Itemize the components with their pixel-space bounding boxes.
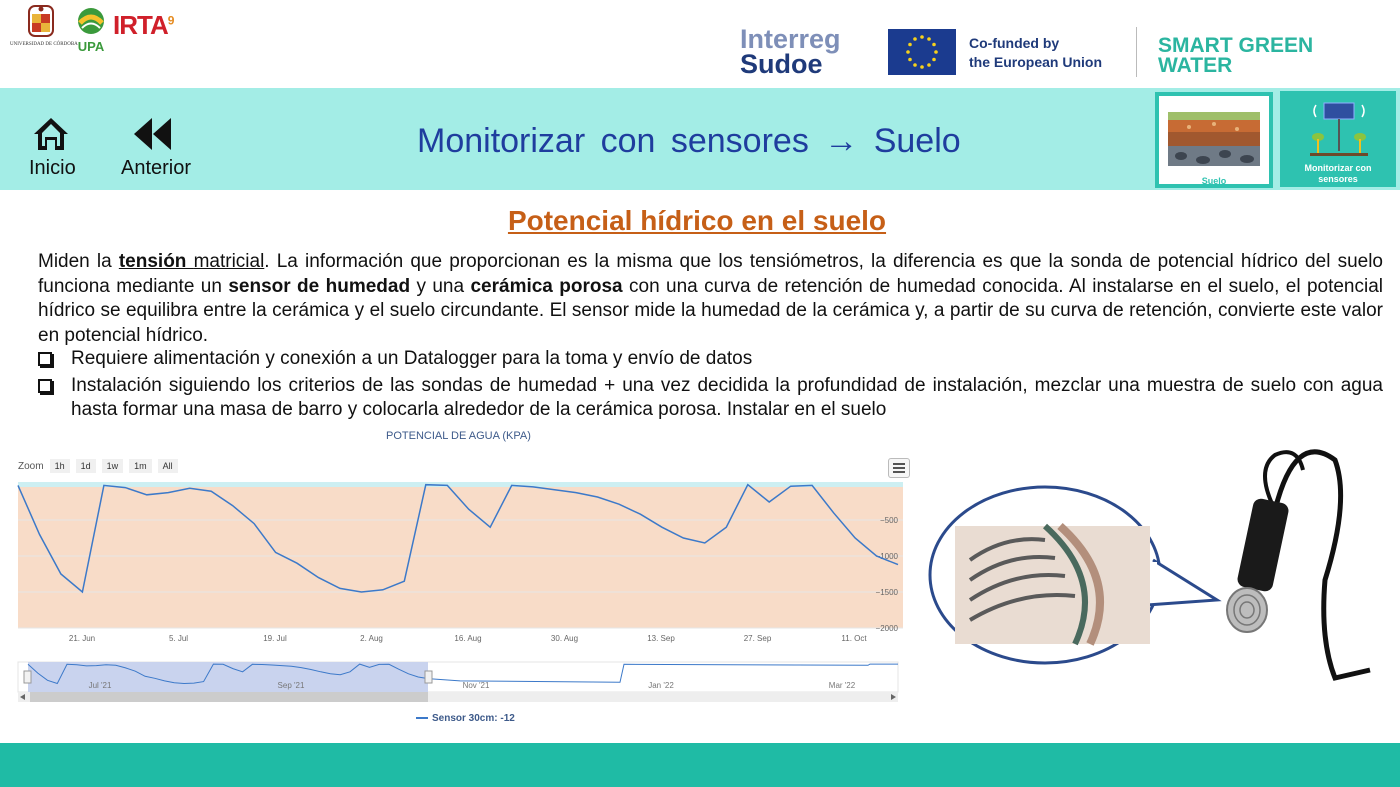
zoom-label: Zoom [18,460,44,472]
sgw-line2: WATER [1158,54,1233,77]
tile-suelo[interactable] [1155,92,1273,188]
sgw-line1: SMART GREEN [1158,34,1314,57]
navigator-handle-left[interactable] [24,671,31,683]
bullet-list [38,347,1383,423]
zoom-1w-button[interactable]: 1w [102,459,124,473]
x-tick-label: 27. Sep [743,634,772,643]
interreg-logo [740,24,841,79]
uco-logo [10,4,78,50]
chart-legend[interactable] [416,713,515,724]
navigator-tick-label: Mar '22 [828,681,856,690]
y-tick-label: −500 [879,516,898,525]
uco-text: UNIVERSIDAD DE CÓRDOBA [10,42,78,47]
bullet-text: Requiere alimentación y conexión a un Datalogger para la toma y envío de datos [71,348,753,369]
x-tick-label: 19. Jul [263,634,287,643]
scrollbar-thumb[interactable] [30,692,428,702]
interreg-line2: Sudoe [740,49,823,79]
para-bold-ceramica: cerámica porosa [470,275,623,297]
x-tick-label: 11. Oct [841,634,867,643]
x-tick-label: 30. Aug [550,634,579,643]
bullet-text: Instalación siguiendo los criterios de las sondas de humedad + una vez decidida la profundidad de instalación, mezclar una muestra de suelo con agua hasta formar una masa de barro y colocarla alrededor de la cerámica porosa. Instalar en el suelo [71,374,1383,420]
navigator-handle-right[interactable] [425,671,432,683]
plot-top-band [18,482,903,487]
eu-flag-icon [888,29,956,75]
sensor-body [1236,497,1290,593]
page-title: Monitorizar con sensores → Suelo [417,122,961,160]
navigator-tick-label: Jul '21 [88,681,112,690]
list-item [38,347,1383,374]
tile-sensores[interactable] [1280,91,1396,187]
sensor-cable [1275,452,1370,678]
zoom-1d-button[interactable]: 1d [76,459,96,473]
para-bold-sensor: sensor de humedad [228,275,411,297]
x-axis-labels [69,634,867,643]
y-tick-label: −1000 [875,552,898,561]
hamburger-icon [889,459,909,477]
x-tick-label: 13. Sep [647,634,675,643]
para-bold-tension: tensión [118,251,194,272]
chart-svg [0,476,920,736]
para-part-3: . La información que proporcionan es la misma que los tensiómetros, la diferencia es que la sonda de potencial hídrico del suelo funciona mediante un [38,251,1383,297]
para-part-5: con una curva de retención de humedad conocida. Al instalarse en el suelo, el potencial hídrico se equilibra entre la cerámica y el suelo circundante. El sensor mide la humedad de la cerámica y, a partir de su curva de retención, convierte este valor en potencial hídrico. [38,275,1384,346]
zoom-all-button[interactable]: All [158,459,178,473]
irta-logo: IRTA$^9$ [113,10,174,40]
y-tick-label: −1500 [875,588,898,597]
checkbox-bullet-icon [38,352,52,366]
smart-green-water-logo [1158,36,1313,76]
header-divider [1136,27,1137,77]
x-tick-label: 2. Aug [360,634,383,643]
para-part-4: y una [410,275,471,297]
x-tick-label: 16. Aug [454,634,482,643]
callout-tail [1147,560,1217,605]
sensor-illustration [925,440,1395,690]
chart-menu-button[interactable] [888,458,910,478]
rewind-icon[interactable] [132,116,172,152]
zoom-1h-button[interactable]: 1h [50,459,70,473]
ceramic-closeup [955,526,1150,644]
cofunded-text [969,34,1102,72]
list-item [38,374,1383,423]
tile-suelo-label: Suelo [1201,176,1227,186]
home-label[interactable]: Inicio [29,157,76,179]
section-title: Potencial hídrico en el suelo [507,205,887,236]
x-tick-label: 21. Jun [68,634,96,643]
navigator-tick-label: Sep '21 [277,681,305,690]
navigator-tick-label: Jan '22 [648,681,674,690]
legend-label: Sensor 30cm: -12 [432,713,515,724]
interreg-line1: Interreg [740,24,841,54]
y-tick-label: −2000 [875,624,898,633]
para-matricial: matricial [193,251,265,272]
body-paragraph [38,250,1383,348]
prev-label[interactable]: Anterior [121,157,192,179]
navigator-tick-label: Nov '21 [462,681,490,690]
zoom-1m-button[interactable]: 1m [129,459,152,473]
x-tick-label: 5. Jul [168,634,189,643]
cofunded-line2: the European Union [969,54,1102,70]
zoom-bar [18,459,178,473]
checkbox-bullet-icon [38,379,52,393]
footer-bar [0,743,1400,787]
irta-text: IRTA [113,10,168,40]
upa-logo [76,6,106,54]
chart-title: POTENCIAL DE AGUA (KPA) [386,430,531,442]
home-icon[interactable] [31,115,71,153]
tile-sensores-label: Monitorizar con sensores [1304,163,1372,184]
cofunded-line1: Co-funded by [969,35,1060,51]
para-part-1: Miden la [38,251,119,272]
upa-text: UPA [77,39,105,54]
